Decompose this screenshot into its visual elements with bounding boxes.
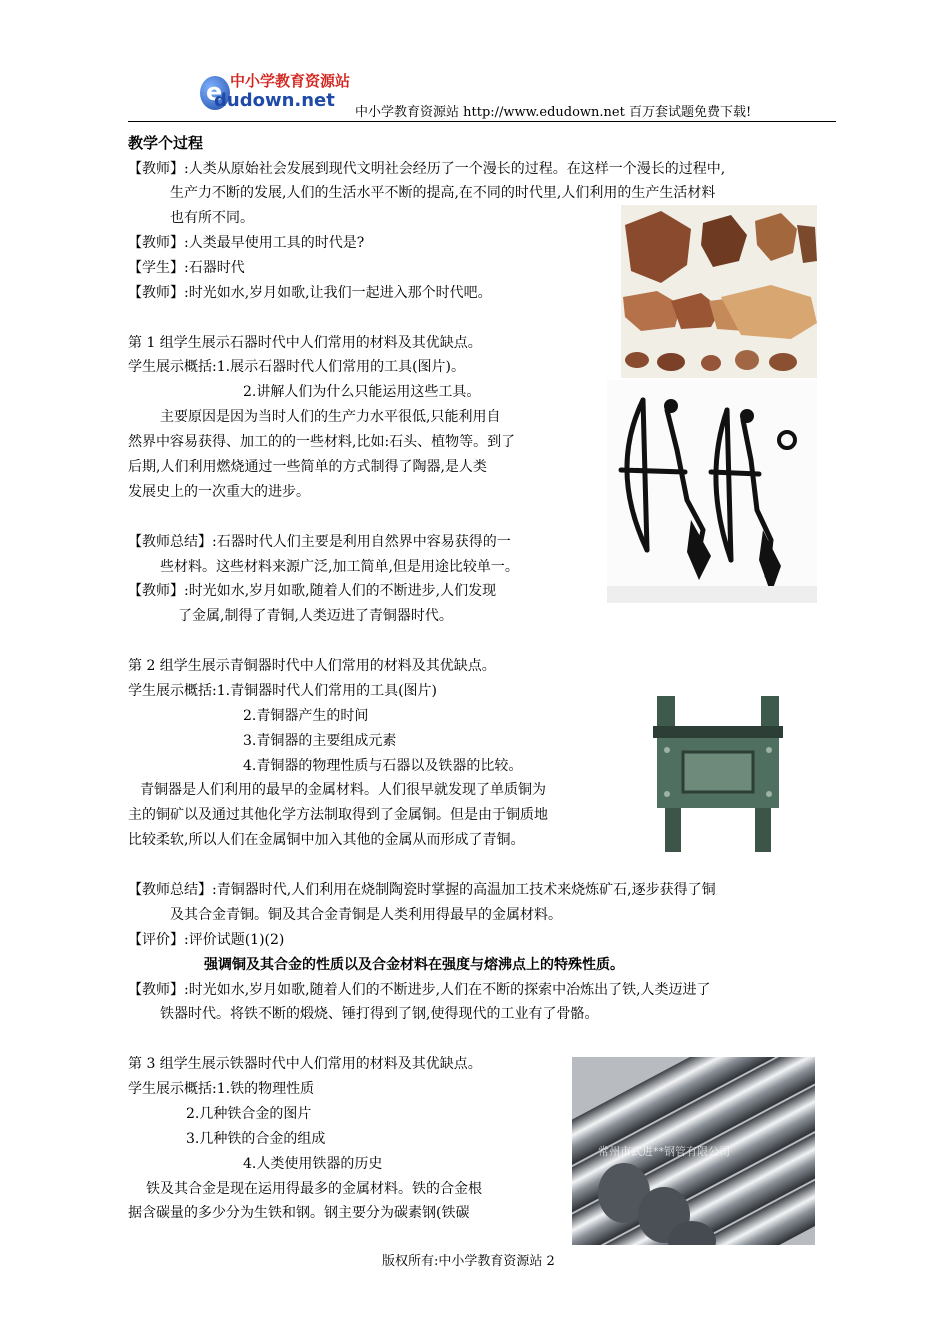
bronze-ding-vessel-image <box>647 690 789 854</box>
paragraph-line: 【教师】:人类最早使用工具的时代是? <box>128 235 365 251</box>
paragraph-line: 及其合金青铜。铜及其合金青铜是人类利用得最早的金属材料。 <box>170 907 562 923</box>
footer-copyright: 版权所有:中小学教育资源站 2 <box>382 1254 555 1269</box>
paragraph-line: 比较柔软,所以人们在金属铜中加入其他的金属从而形成了青铜。 <box>128 832 525 848</box>
paragraph-line: 【学生】:石器时代 <box>128 260 245 276</box>
paragraph-line: 【教师】:时光如水,岁月如歌,随着人们的不断进步,人们在不断的探索中冶炼出了铁,人类迈进了 <box>128 982 711 998</box>
paragraph-line: 第 1 组学生展示石器时代中人们常用的材料及其优缺点。 <box>128 335 482 351</box>
paragraph-line: 【教师总结】:石器时代人们主要是利用自然界中容易获得的一 <box>128 534 511 550</box>
paragraph-line: 了金属,制得了青铜,人类迈进了青铜器时代。 <box>178 608 453 624</box>
paragraph-line: 3.青铜器的主要组成元素 <box>243 733 397 749</box>
paragraph-line: 学生展示概括:1.青铜器时代人们常用的工具(图片) <box>128 683 437 699</box>
paragraph-line: 【教师】:时光如水,岁月如歌,随着人们的不断进步,人们发现 <box>128 583 497 599</box>
paragraph-line: 生产力不断的发展,人们的生活水平不断的提高,在不同的时代里,人们利用的生产生活材料 <box>170 185 716 201</box>
emphasis-line: 强调铜及其合金的性质以及合金材料在强度与熔沸点上的特殊性质。 <box>204 957 624 973</box>
paragraph-line: 4.青铜器的物理性质与石器以及铁器的比较。 <box>243 758 523 774</box>
logo-chinese-text: 中小学教育资源站 <box>230 72 351 90</box>
paragraph-line: 主的铜矿以及通过其他化学方法制取得到了金属铜。但是由于铜质地 <box>128 807 548 823</box>
paragraph-line: 也有所不同。 <box>170 210 254 226</box>
image-watermark: 常州市武进**钢管有限公司 <box>598 1145 730 1158</box>
paragraph-line: 4.人类使用铁器的历史 <box>243 1156 383 1172</box>
section-title: 教学个过程 <box>128 134 204 152</box>
paragraph-line: 据含碳量的多少分为生铁和钢。钢主要分为碳素钢(铁碳 <box>128 1205 470 1221</box>
paragraph-line: 【教师总结】:青铜器时代,人们利用在烧制陶瓷时掌握的高温加工技术来烧炼矿石,逐步获得了铜 <box>128 882 716 898</box>
stone-tools-image <box>621 205 817 378</box>
paragraph-line: 【评价】:评价试题(1)(2) <box>128 932 285 948</box>
paragraph-line: 【教师】:人类从原始社会发展到现代文明社会经历了一个漫长的过程。在这样一个漫长的过程中, <box>128 161 726 177</box>
rock-painting-archers-image <box>607 380 817 603</box>
steel-pipes-image <box>572 1057 815 1245</box>
site-logo <box>200 68 351 116</box>
paragraph-line: 2.讲解人们为什么只能运用这些工具。 <box>243 384 481 400</box>
paragraph-line: 学生展示概括:1.展示石器时代人们常用的工具(图片)。 <box>128 359 465 375</box>
paragraph-line: 些材料。这些材料来源广泛,加工简单,但是用途比较单一。 <box>160 559 519 575</box>
header-site-line: 中小学教育资源站 http://www.edudown.net 百万套试题免费下载! <box>355 105 752 120</box>
paragraph-line: 铁及其合金是现在运用得最多的金属材料。铁的合金根 <box>146 1181 482 1197</box>
logo-e-icon: e <box>200 76 230 110</box>
paragraph-line: 第 3 组学生展示铁器时代中人们常用的材料及其优缺点。 <box>128 1056 482 1072</box>
logo-english-text: dudown.net <box>214 90 335 111</box>
paragraph-line: 2.几种铁合金的图片 <box>186 1106 312 1122</box>
paragraph-line: 后期,人们利用燃烧通过一些简单的方式制得了陶器,是人类 <box>128 459 487 475</box>
paragraph-line: 主要原因是因为当时人们的生产力水平很低,只能利用自 <box>160 409 501 425</box>
paragraph-line: 发展史上的一次重大的进步。 <box>128 484 310 500</box>
paragraph-line: 【教师】:时光如水,岁月如歌,让我们一起进入那个时代吧。 <box>128 285 492 301</box>
paragraph-line: 第 2 组学生展示青铜器时代中人们常用的材料及其优缺点。 <box>128 658 496 674</box>
header-divider <box>128 121 836 122</box>
paragraph-line: 学生展示概括:1.铁的物理性质 <box>128 1081 315 1097</box>
paragraph-line: 然界中容易获得、加工的的一些材料,比如:石头、植物等。到了 <box>128 434 516 450</box>
paragraph-line: 铁器时代。将铁不断的煅烧、锤打得到了钢,使得现代的工业有了骨骼。 <box>160 1006 599 1022</box>
paragraph-line: 3.几种铁的合金的组成 <box>186 1131 326 1147</box>
paragraph-line: 青铜器是人们利用的最早的金属材料。人们很早就发现了单质铜为 <box>140 782 546 798</box>
paragraph-line: 2.青铜器产生的时间 <box>243 708 369 724</box>
